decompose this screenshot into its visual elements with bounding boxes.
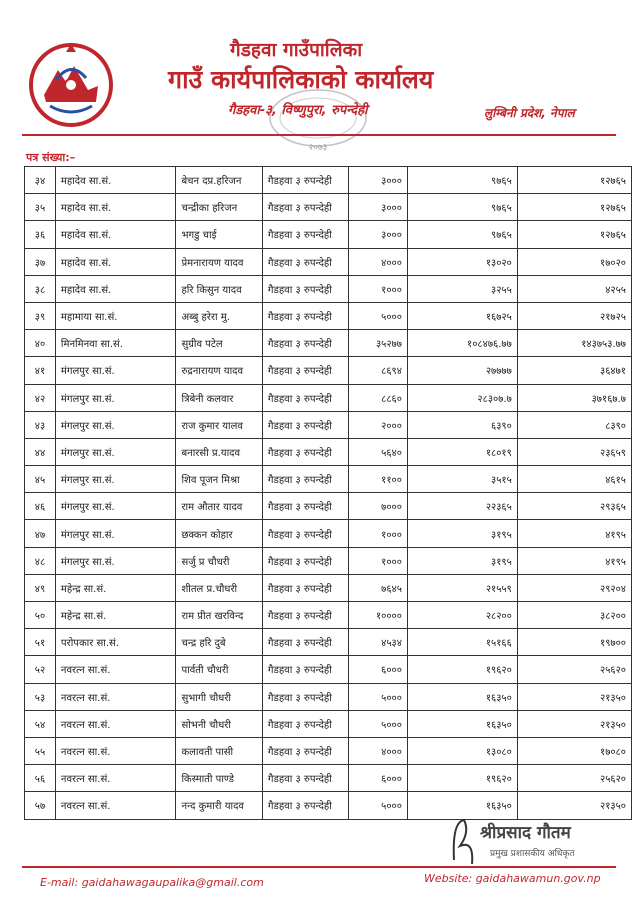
row-number: ३७ — [25, 248, 56, 275]
nepal-emblem-logo — [26, 40, 116, 130]
amount-a-cell: ७६४५ — [349, 574, 408, 601]
municipality-name: गैडहवा गाउँपालिका — [230, 39, 363, 61]
table-row — [25, 330, 632, 357]
total-cell: २९३६५ — [517, 493, 631, 520]
beneficiary-name-cell: शिव पूजन मिश्रा — [176, 466, 262, 493]
amount-b-cell: ३२५५ — [407, 275, 517, 302]
beneficiary-name-cell: सर्जु प्र चौधरी — [176, 547, 262, 574]
row-number: ३८ — [25, 275, 56, 302]
amount-a-cell: १०००० — [349, 602, 408, 629]
total-cell: २५६२० — [517, 765, 631, 792]
address-cell: गैडहवा ३ रुपन्देही — [262, 302, 348, 329]
row-number: ५० — [25, 602, 56, 629]
organization-cell: महादेव सा.सं. — [55, 167, 176, 194]
amount-a-cell: १००० — [349, 547, 408, 574]
total-cell: १२७६५ — [517, 167, 631, 194]
beneficiary-name-cell: सुग्रीव पटेल — [176, 330, 262, 357]
organization-cell: नवरत्न सा.सं. — [55, 765, 176, 792]
amount-a-cell: ४००० — [349, 737, 408, 764]
beneficiary-name-cell: भगडु चाई — [176, 221, 262, 248]
amount-a-cell: ४५३४ — [349, 629, 408, 656]
organization-cell: मिनमिनवा सा.सं. — [55, 330, 176, 357]
table-row — [25, 602, 632, 629]
total-cell: २५६२० — [517, 656, 631, 683]
beneficiary-name-cell: प्रेमनारायण यादव — [176, 248, 262, 275]
address-cell: गैडहवा ३ रुपन्देही — [262, 493, 348, 520]
beneficiary-name-cell: हरि किसुन यादव — [176, 275, 262, 302]
total-cell: २१३५० — [517, 792, 631, 819]
address-cell: गैडहवा ३ रुपन्देही — [262, 411, 348, 438]
beneficiary-name-cell: सुभागी चौधरी — [176, 683, 262, 710]
table-row — [25, 221, 632, 248]
beneficiary-name-cell: छक्कन कोहार — [176, 520, 262, 547]
total-cell: २१३५० — [517, 710, 631, 737]
beneficiary-table — [24, 166, 632, 820]
amount-b-cell: १६३५० — [407, 792, 517, 819]
row-number: ४२ — [25, 384, 56, 411]
total-cell: ४६१५ — [517, 466, 631, 493]
amount-a-cell: ५००० — [349, 683, 408, 710]
row-number: ४१ — [25, 357, 56, 384]
table-row — [25, 194, 632, 221]
beneficiary-name-cell: चन्द्र हरि दुबे — [176, 629, 262, 656]
address-cell: गैडहवा ३ रुपन्देही — [262, 248, 348, 275]
row-number: ५२ — [25, 656, 56, 683]
address-cell: गैडहवा ३ रुपन्देही — [262, 520, 348, 547]
address-cell: गैडहवा ३ रुपन्देही — [262, 683, 348, 710]
organization-cell: नवरत्न सा.सं. — [55, 792, 176, 819]
beneficiary-name-cell: सोभनी चौधरी — [176, 710, 262, 737]
organization-cell: महेन्द्र सा.सं. — [55, 574, 176, 601]
amount-a-cell: ५००० — [349, 302, 408, 329]
amount-b-cell: २७७७७ — [407, 357, 517, 384]
beneficiary-name-cell: राम प्रीत खरविन्द — [176, 602, 262, 629]
beneficiary-name-cell: अब्बु हरेरा मु. — [176, 302, 262, 329]
row-number: ५१ — [25, 629, 56, 656]
signature-title: प्रमुख प्रशासकीय अधिकृत — [490, 849, 575, 859]
row-number: ४० — [25, 330, 56, 357]
row-number: ३५ — [25, 194, 56, 221]
table-row — [25, 493, 632, 520]
address-cell: गैडहवा ३ रुपन्देही — [262, 656, 348, 683]
organization-cell: मंगलपुर सा.सं. — [55, 411, 176, 438]
organization-cell: मंगलपुर सा.सं. — [55, 493, 176, 520]
organization-cell: महेन्द्र सा.सं. — [55, 602, 176, 629]
table-row — [25, 275, 632, 302]
organization-cell: मंगलपुर सा.सं. — [55, 438, 176, 465]
amount-a-cell: ३००० — [349, 167, 408, 194]
total-cell: १७०२० — [517, 248, 631, 275]
organization-cell: परोपकार सा.सं. — [55, 629, 176, 656]
table-row — [25, 683, 632, 710]
total-cell: २३६५९ — [517, 438, 631, 465]
address-cell: गैडहवा ३ रुपन्देही — [262, 737, 348, 764]
amount-b-cell: ९७६५ — [407, 167, 517, 194]
organization-cell: मंगलपुर सा.सं. — [55, 520, 176, 547]
total-cell: १९७०० — [517, 629, 631, 656]
organization-cell: मंगलपुर सा.सं. — [55, 466, 176, 493]
total-cell: ३८२०० — [517, 602, 631, 629]
row-number: ४३ — [25, 411, 56, 438]
beneficiary-name-cell: किस्माती पाण्डे — [176, 765, 262, 792]
table-row — [25, 629, 632, 656]
amount-b-cell: १९६२० — [407, 765, 517, 792]
amount-a-cell: ५००० — [349, 710, 408, 737]
letterhead — [0, 0, 638, 153]
footer-divider — [22, 866, 616, 868]
organization-cell: नवरत्न सा.सं. — [55, 683, 176, 710]
row-number: ३४ — [25, 167, 56, 194]
amount-a-cell: ७००० — [349, 493, 408, 520]
reference-number-label: पत्र संख्या:– — [26, 151, 76, 164]
amount-b-cell: ३५१५ — [407, 466, 517, 493]
signature-name: श्रीप्रसाद गौतम — [480, 823, 571, 843]
amount-b-cell: १३०८० — [407, 737, 517, 764]
amount-b-cell: १०८४७६.७७ — [407, 330, 517, 357]
beneficiary-name-cell: बेचन दप्र.हरिजन — [176, 167, 262, 194]
office-name: गाउँ कार्यपालिकाको कार्यालय — [168, 65, 434, 94]
amount-a-cell: ६००० — [349, 656, 408, 683]
organization-cell: मंगलपुर सा.सं. — [55, 384, 176, 411]
amount-a-cell: ८६९४ — [349, 357, 408, 384]
address-cell: गैडहवा ३ रुपन्देही — [262, 602, 348, 629]
amount-b-cell: २१५५९ — [407, 574, 517, 601]
organization-cell: महामाया सा.सं. — [55, 302, 176, 329]
amount-a-cell: २००० — [349, 411, 408, 438]
signature-mark — [424, 812, 634, 872]
beneficiary-name-cell: रुद्रनारायण यादव — [176, 357, 262, 384]
amount-a-cell: ८८६० — [349, 384, 408, 411]
amount-a-cell: ३००० — [349, 221, 408, 248]
total-cell: ४१९५ — [517, 520, 631, 547]
address-cell: गैडहवा ३ रुपन्देही — [262, 547, 348, 574]
address-cell: गैडहवा ३ रुपन्देही — [262, 629, 348, 656]
row-number: ४७ — [25, 520, 56, 547]
table-row — [25, 384, 632, 411]
amount-b-cell: १६३५० — [407, 683, 517, 710]
amount-a-cell: ५६४० — [349, 438, 408, 465]
address-cell: गैडहवा ३ रुपन्देही — [262, 765, 348, 792]
beneficiary-name-cell: त्रिबेनी कलवार — [176, 384, 262, 411]
table-row — [25, 438, 632, 465]
province-label: लुम्बिनी प्रदेश, नेपाल — [484, 106, 575, 120]
amount-a-cell: १००० — [349, 520, 408, 547]
table-row — [25, 466, 632, 493]
table-row — [25, 547, 632, 574]
amount-b-cell: २८२०० — [407, 602, 517, 629]
amount-b-cell: १६७२५ — [407, 302, 517, 329]
table-row — [25, 710, 632, 737]
table-row — [25, 411, 632, 438]
address-cell: गैडहवा ३ रुपन्देही — [262, 330, 348, 357]
row-number: ५७ — [25, 792, 56, 819]
amount-b-cell: ३१९५ — [407, 547, 517, 574]
total-cell: १७०८० — [517, 737, 631, 764]
row-number: ४४ — [25, 438, 56, 465]
beneficiary-name-cell: कलावती पासी — [176, 737, 262, 764]
office-address: गैडहवा-३, विष्णुपुरा, रुपन्देही — [228, 103, 368, 118]
table-row — [25, 574, 632, 601]
table-row — [25, 765, 632, 792]
row-number: ५४ — [25, 710, 56, 737]
total-cell: १२७६५ — [517, 221, 631, 248]
row-number: ५३ — [25, 683, 56, 710]
beneficiary-name-cell: चन्द्रीका हरिजन — [176, 194, 262, 221]
amount-a-cell: १००० — [349, 275, 408, 302]
amount-b-cell: २२३६५ — [407, 493, 517, 520]
total-cell: २१३५० — [517, 683, 631, 710]
total-cell: ३६४७१ — [517, 357, 631, 384]
footer-website: Website: gaidahawamun.gov.np — [424, 872, 601, 885]
beneficiary-name-cell: शीतल प्र.चौधरी — [176, 574, 262, 601]
address-cell: गैडहवा ३ रुपन्देही — [262, 710, 348, 737]
total-cell: ८३९० — [517, 411, 631, 438]
row-number: ३९ — [25, 302, 56, 329]
address-cell: गैडहवा ३ रुपन्देही — [262, 438, 348, 465]
table-row — [25, 357, 632, 384]
row-number: ४८ — [25, 547, 56, 574]
office-seal-stamp — [264, 88, 372, 154]
table-row — [25, 167, 632, 194]
address-cell: गैडहवा ३ रुपन्देही — [262, 792, 348, 819]
address-cell: गैडहवा ३ रुपन्देही — [262, 384, 348, 411]
organization-cell: मंगलपुर सा.सं. — [55, 547, 176, 574]
row-number: ४५ — [25, 466, 56, 493]
table-row — [25, 656, 632, 683]
address-cell: गैडहवा ३ रुपन्देही — [262, 357, 348, 384]
amount-a-cell: ५००० — [349, 792, 408, 819]
address-cell: गैडहवा ३ रुपन्देही — [262, 221, 348, 248]
total-cell: ४१९५ — [517, 547, 631, 574]
total-cell: २१७२५ — [517, 302, 631, 329]
amount-b-cell: १५१६६ — [407, 629, 517, 656]
total-cell: १४३७५३.७७ — [517, 330, 631, 357]
beneficiary-name-cell: नन्द कुमारी यादव — [176, 792, 262, 819]
amount-b-cell: ६३९० — [407, 411, 517, 438]
beneficiary-name-cell: पार्वती चौधरी — [176, 656, 262, 683]
amount-b-cell: १९६२० — [407, 656, 517, 683]
address-cell: गैडहवा ३ रुपन्देही — [262, 574, 348, 601]
amount-a-cell: ४००० — [349, 248, 408, 275]
organization-cell: मंगलपुर सा.सं. — [55, 357, 176, 384]
total-cell: ३७१६७.७ — [517, 384, 631, 411]
beneficiary-name-cell: राज कुमार यालव — [176, 411, 262, 438]
row-number: ३६ — [25, 221, 56, 248]
organization-cell: महादेव सा.सं. — [55, 248, 176, 275]
amount-b-cell: ९७६५ — [407, 221, 517, 248]
amount-a-cell: ६००० — [349, 765, 408, 792]
table-row — [25, 737, 632, 764]
beneficiary-name-cell: राम औतार यादव — [176, 493, 262, 520]
organization-cell: महादेव सा.सं. — [55, 194, 176, 221]
total-cell: २९२०४ — [517, 574, 631, 601]
amount-b-cell: २८३०७.७ — [407, 384, 517, 411]
organization-cell: नवरत्न सा.सं. — [55, 710, 176, 737]
row-number: ४६ — [25, 493, 56, 520]
beneficiary-name-cell: बनारसी प्र.यादव — [176, 438, 262, 465]
row-number: ४९ — [25, 574, 56, 601]
footer-email: E-mail: gaidahawagaupalika@gmail.com — [40, 876, 264, 889]
address-cell: गैडहवा ३ रुपन्देही — [262, 194, 348, 221]
amount-b-cell: १८०१९ — [407, 438, 517, 465]
amount-b-cell: ९७६५ — [407, 194, 517, 221]
total-cell: १२७६५ — [517, 194, 631, 221]
amount-a-cell: ११०० — [349, 466, 408, 493]
address-cell: गैडहवा ३ रुपन्देही — [262, 167, 348, 194]
table-row — [25, 302, 632, 329]
table-row — [25, 248, 632, 275]
address-cell: गैडहवा ३ रुपन्देही — [262, 466, 348, 493]
seal-year: २०७३ — [308, 143, 328, 153]
header-divider — [22, 134, 616, 136]
organization-cell: महादेव सा.सं. — [55, 275, 176, 302]
amount-b-cell: १६३५० — [407, 710, 517, 737]
amount-a-cell: ३००० — [349, 194, 408, 221]
table-row — [25, 520, 632, 547]
amount-a-cell: ३५२७७ — [349, 330, 408, 357]
row-number: ५६ — [25, 765, 56, 792]
row-number: ५५ — [25, 737, 56, 764]
organization-cell: महादेव सा.सं. — [55, 221, 176, 248]
amount-b-cell: १३०२० — [407, 248, 517, 275]
address-cell: गैडहवा ३ रुपन्देही — [262, 275, 348, 302]
organization-cell: नवरत्न सा.सं. — [55, 737, 176, 764]
total-cell: ४२५५ — [517, 275, 631, 302]
amount-b-cell: ३१९५ — [407, 520, 517, 547]
organization-cell: नवरत्न सा.सं. — [55, 656, 176, 683]
